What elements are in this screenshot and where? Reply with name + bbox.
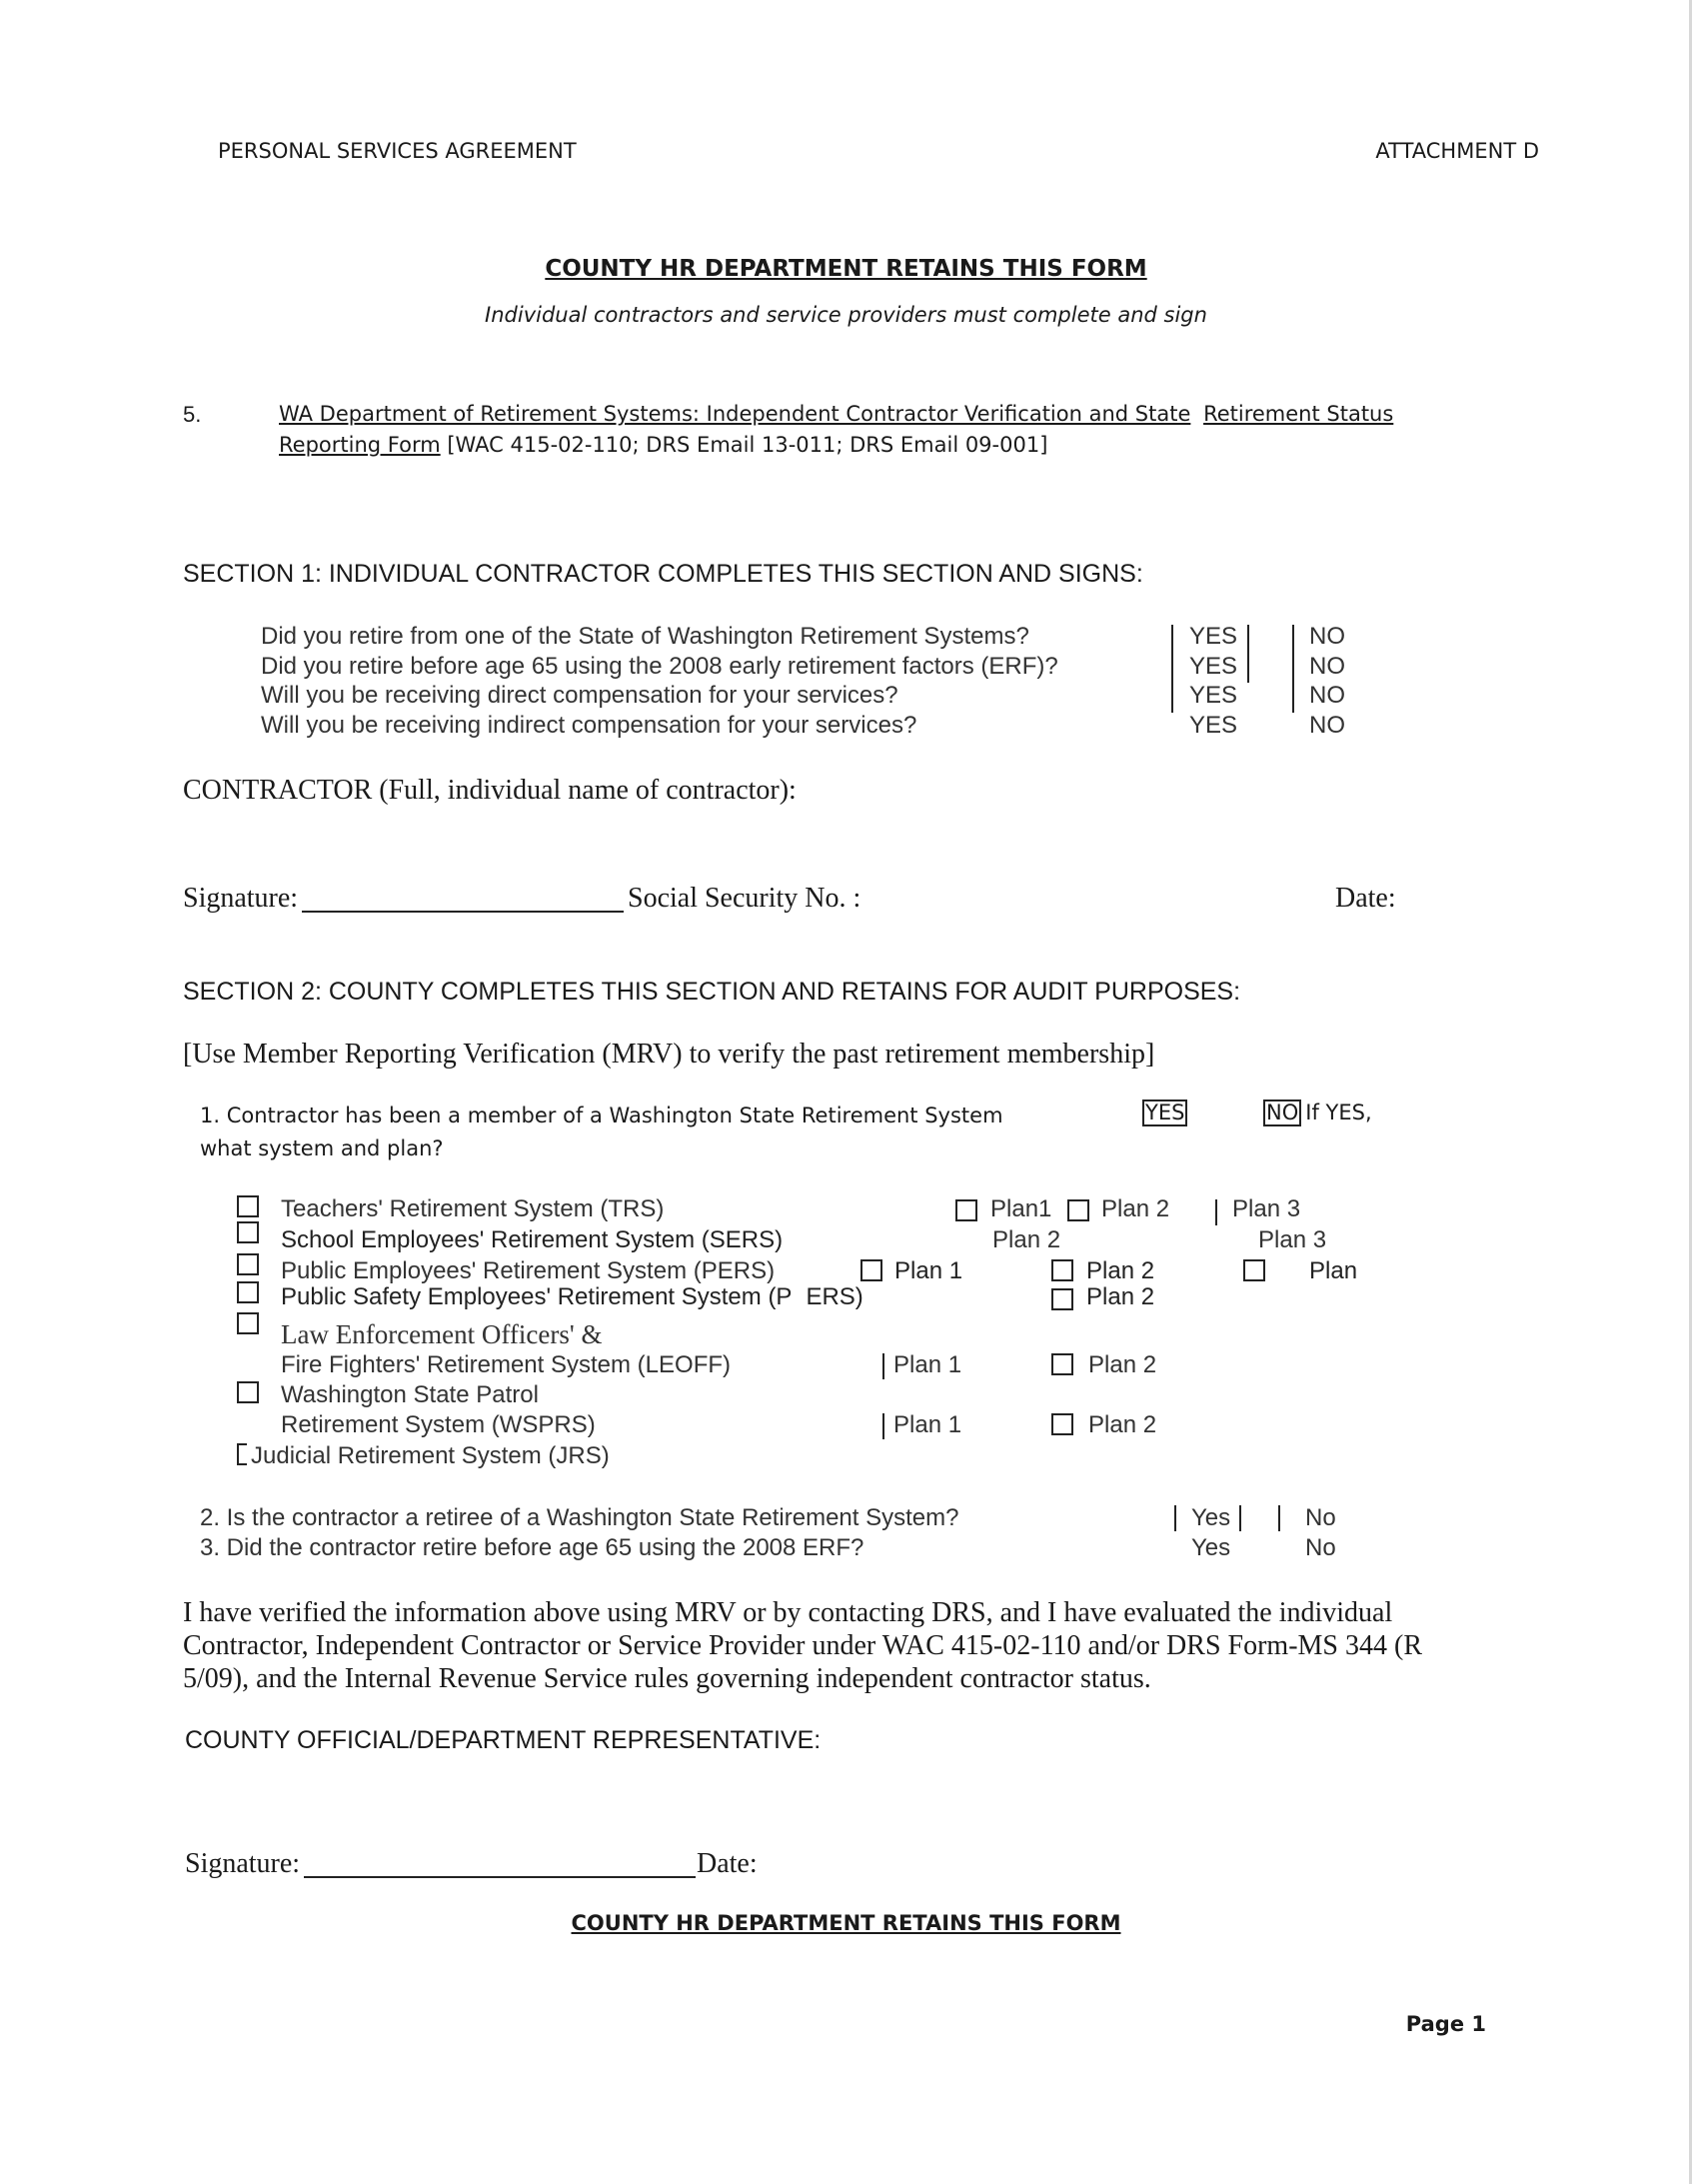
verification-line-1: I have verified the information above using MRV or by contacting DRS, and I have evaluated the individual [183,1597,1393,1628]
page-number: Page 1 [1405,2012,1486,2036]
pers-checkbox[interactable] [237,1253,259,1275]
s1-yes-4[interactable]: YES [1189,712,1238,739]
leoff-plan1-label: Plan 1 [893,1351,962,1378]
wsprs-plan1-mark [882,1413,884,1439]
verification-line-2: Contractor, Independent Contractor or Service Provider under WAC 415-02-110 and/or DRS Form-MS 344 (R [183,1630,1422,1661]
s2-q2-yes-right-bar [1239,1505,1241,1531]
s2-q2-no[interactable]: No [1305,1504,1336,1531]
sers-plan3-label: Plan 3 [1258,1226,1327,1253]
header-right: ATTACHMENT D [1375,139,1539,163]
official-label: COUNTY OFFICIAL/DEPARTMENT REPRESENTATIVE: [185,1726,822,1754]
s1-question-1: Did you retire from one of the State of Washington Retirement Systems? [261,623,1029,650]
pers-plan1-checkbox[interactable] [860,1259,882,1281]
sers-checkbox[interactable] [237,1221,259,1243]
s2-q1-no-box [1263,1099,1301,1126]
s2-q1-yes-box [1142,1099,1187,1126]
wsprs-plan2-label: Plan 2 [1088,1411,1157,1438]
item-title-link-b: Retirement Status [1203,402,1394,426]
footer-retain: COUNTY HR DEPARTMENT RETAINS THIS FORM [571,1911,1121,1935]
psers-plan2-label: Plan 2 [1086,1283,1155,1310]
s1-question-3: Will you be receiving direct compensation for your services? [261,682,898,709]
leoff-checkbox[interactable] [237,1312,259,1334]
s1-no-4[interactable]: NO [1309,712,1345,739]
jrs-label: Judicial Retirement System (JRS) [251,1442,610,1469]
wsprs-plan1-label: Plan 1 [893,1411,962,1438]
s1-signature-label: Signature: [183,883,299,914]
psers-plan2-checkbox[interactable] [1051,1288,1073,1310]
trs-label: Teachers' Retirement System (TRS) [281,1195,665,1222]
trs-checkbox[interactable] [237,1195,259,1217]
sers-plan2-label: Plan 2 [992,1226,1061,1253]
trs-plan2-checkbox[interactable] [1067,1199,1089,1221]
s2-q2-yes-left-bar [1174,1505,1176,1531]
trs-plan3-mark [1215,1199,1217,1225]
pers-plan1-label: Plan 1 [894,1257,963,1284]
item-title-refs: [WAC 415-02-110; DRS Email 13-011; DRS Email 09-001] [440,433,1048,457]
leoff-plan1-mark [882,1353,884,1379]
wsprs-checkbox[interactable] [237,1381,259,1403]
pers-plan2-checkbox[interactable] [1051,1259,1073,1281]
s1-question-4: Will you be receiving indirect compensation for your services? [261,712,917,739]
s2-q2-text: 2. Is the contractor a retiree of a Washington State Retirement System? [200,1504,959,1531]
pers-plan3-checkbox[interactable] [1243,1259,1265,1281]
s1-yes-left-bar [1171,625,1173,713]
s2-q1-no-label: NO [1266,1100,1299,1124]
header-left: PERSONAL SERVICES AGREEMENT [218,139,577,163]
page-subtitle: Individual contractors and service providers must complete and sign [485,303,1207,327]
verification-line-3: 5/09), and the Internal Revenue Service rules governing independent contractor status. [183,1663,1151,1694]
s1-yes-right-bar [1247,625,1249,683]
trs-plan2-label: Plan 2 [1101,1195,1170,1222]
wsprs-plan2-checkbox[interactable] [1051,1413,1073,1435]
page-title: COUNTY HR DEPARTMENT RETAINS THIS FORM [545,256,1147,282]
s2-q1-yes-label: YES [1145,1100,1185,1124]
s1-no-3[interactable]: NO [1309,682,1345,709]
s2-q3-yes[interactable]: Yes [1191,1534,1231,1561]
leoff-plan2-checkbox[interactable] [1051,1353,1073,1375]
s1-no-2[interactable]: NO [1309,653,1345,680]
psers-label [281,1283,863,1311]
wsprs-label-2: Retirement System (WSPRS) [281,1411,596,1438]
s2-signature-line[interactable] [304,1876,696,1878]
sers-label: School Employees' Retirement System (SERS) [281,1226,784,1253]
s2-q1-text: 1. Contractor has been a member of a Washington State Retirement System [200,1103,1003,1127]
s2-q2-no-left-bar [1278,1505,1280,1531]
pers-plan2-label: Plan 2 [1086,1257,1155,1284]
jrs-checkbox[interactable] [237,1443,247,1465]
s2-q3-no[interactable]: No [1305,1534,1336,1561]
s2-q2-yes[interactable]: Yes [1191,1504,1231,1531]
section2-heading: SECTION 2: COUNTY COMPLETES THIS SECTION AND RETAINS FOR AUDIT PURPOSES: [183,978,1241,1006]
item-title-link-c: Reporting Form [279,433,441,457]
s2-q1-yes[interactable] [1142,1099,1187,1126]
contractor-name-label: CONTRACTOR (Full, individual name of contractor): [183,775,797,806]
item-title-line1 [279,402,1393,426]
trs-plan1-label: Plan1 [990,1195,1052,1222]
pers-label: Public Employees' Retirement System (PERS) [281,1257,776,1284]
s1-yes-2[interactable]: YES [1189,653,1238,680]
s1-yes-1[interactable]: YES [1189,623,1238,650]
leoff-plan2-label: Plan 2 [1088,1351,1157,1378]
wsprs-label-1: Washington State Patrol [281,1381,539,1408]
pers-plan3-label: Plan [1309,1257,1358,1284]
s2-q3-text: 3. Did the contractor retire before age 65 using the 2008 ERF? [200,1534,864,1561]
s1-no-left-bar [1292,625,1294,713]
s1-date-label: Date: [1335,883,1396,914]
trs-plan3-label: Plan 3 [1232,1195,1301,1222]
item-title-link-a: WA Department of Retirement Systems: Independent Contractor Verification and State [279,402,1191,426]
s1-signature-line[interactable] [302,911,624,913]
s2-date-label: Date: [697,1848,758,1879]
s1-question-2: Did you retire before age 65 using the 2008 early retirement factors (ERF)? [261,653,1058,680]
s2-signature-label: Signature: [185,1848,301,1879]
leoff-label-1: Law Enforcement Officers' & [281,1319,603,1349]
section1-heading: SECTION 1: INDIVIDUAL CONTRACTOR COMPLETES THIS SECTION AND SIGNS: [183,560,1143,588]
s2-q1-line2: what system and plan? [200,1136,444,1160]
item-number: 5. [183,402,202,427]
ssn-label: Social Security No. : [628,883,861,914]
psers-label-a: Public Safety Employees' Retirement System (P [281,1283,793,1310]
trs-plan1-checkbox[interactable] [955,1199,977,1221]
item-title-line2 [279,433,1047,457]
s1-yes-3[interactable]: YES [1189,682,1238,709]
s1-no-1[interactable]: NO [1309,623,1345,650]
leoff-label-2: Fire Fighters' Retirement System (LEOFF) [281,1351,731,1378]
s2-q1-tail: If YES, [1305,1100,1372,1124]
mrv-note: [Use Member Reporting Verification (MRV) to verify the past retirement membership] [183,1039,1155,1070]
psers-label-b: ERS) [806,1283,863,1310]
s2-q1-no[interactable] [1263,1099,1372,1126]
psers-checkbox[interactable] [237,1281,259,1303]
